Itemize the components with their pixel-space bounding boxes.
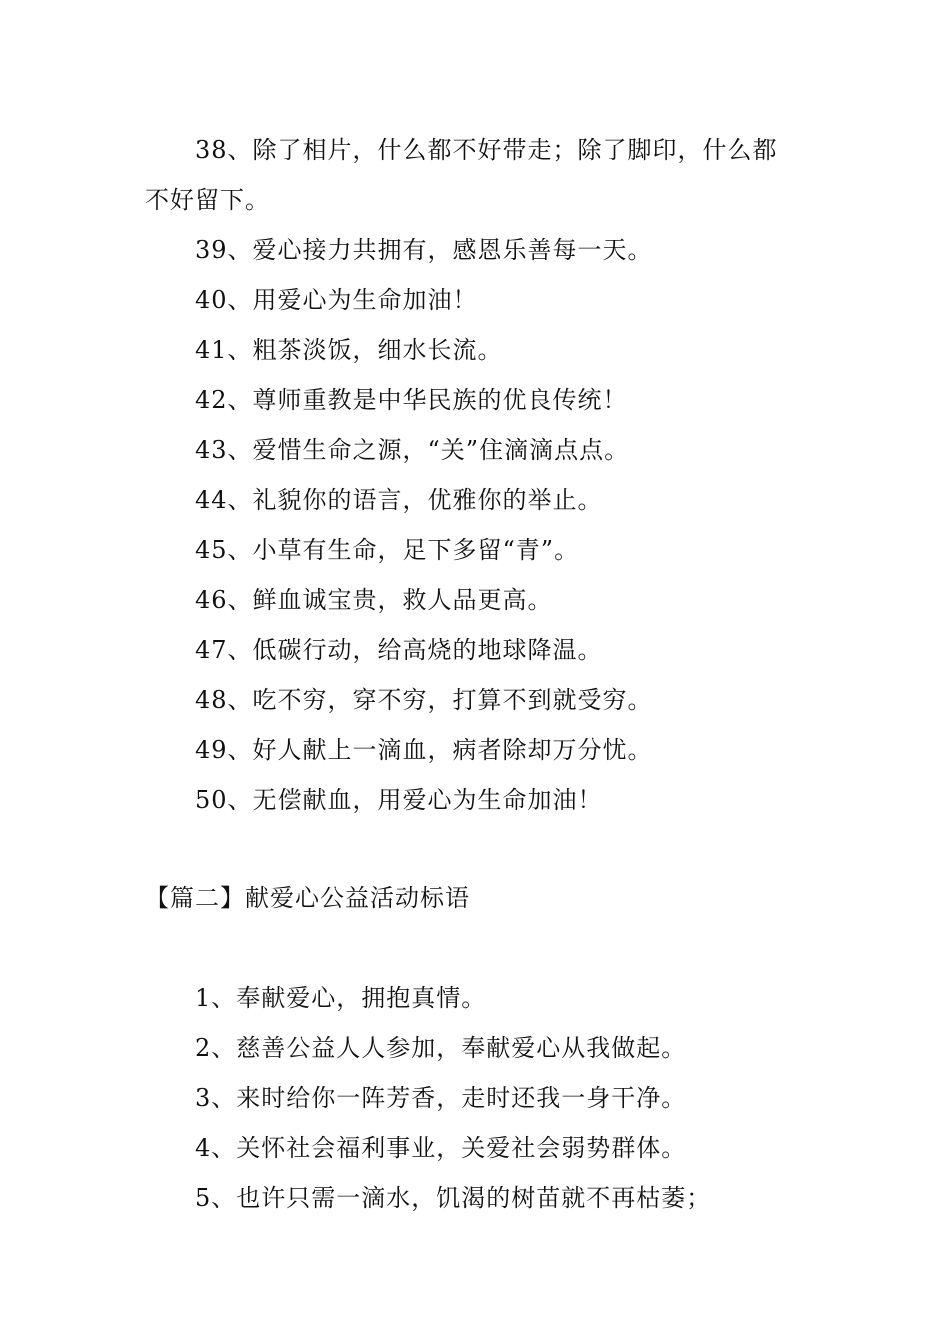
list-item-40: 40、用爱心为生命加油！ xyxy=(195,286,478,314)
list-item-48: 48、吃不穷，穿不穷，打算不到就受穷。 xyxy=(195,686,653,714)
list-item-50: 50、无偿献血，用爱心为生命加油！ xyxy=(195,786,603,814)
list-item-3: 3、来时给你一阵芳香，走时还我一身干净。 xyxy=(195,1084,687,1112)
list-item-2: 2、慈善公益人人参加，奉献爱心从我做起。 xyxy=(195,1034,687,1062)
list-item-45: 45、小草有生命，足下多留“青”。 xyxy=(195,536,580,564)
list-item-38-line1: 38、除了相片，什么都不好带走；除了脚印，什么都 xyxy=(195,136,778,164)
list-item-47: 47、低碳行动，给高烧的地球降温。 xyxy=(195,636,603,664)
list-item-44: 44、礼貌你的语言，优雅你的举止。 xyxy=(195,486,603,514)
list-item-5: 5、也许只需一滴水，饥渴的树苗就不再枯萎； xyxy=(195,1184,712,1212)
list-item-41: 41、粗茶淡饭，细水长流。 xyxy=(195,336,503,364)
section-heading: 【篇二】献爱心公益活动标语 xyxy=(145,884,470,912)
list-item-1: 1、奉献爱心，拥抱真情。 xyxy=(195,984,487,1012)
list-item-43: 43、爱惜生命之源，“关”住滴滴点点。 xyxy=(195,436,630,464)
list-item-46: 46、鲜血诚宝贵，救人品更高。 xyxy=(195,586,553,614)
list-item-39: 39、爱心接力共拥有，感恩乐善每一天。 xyxy=(195,236,653,264)
list-item-49: 49、好人献上一滴血，病者除却万分忧。 xyxy=(195,736,653,764)
list-item-42: 42、尊师重教是中华民族的优良传统！ xyxy=(195,386,628,414)
list-item-4: 4、关怀社会福利事业，关爱社会弱势群体。 xyxy=(195,1134,687,1162)
list-item-38-line2: 不好留下。 xyxy=(145,186,270,214)
